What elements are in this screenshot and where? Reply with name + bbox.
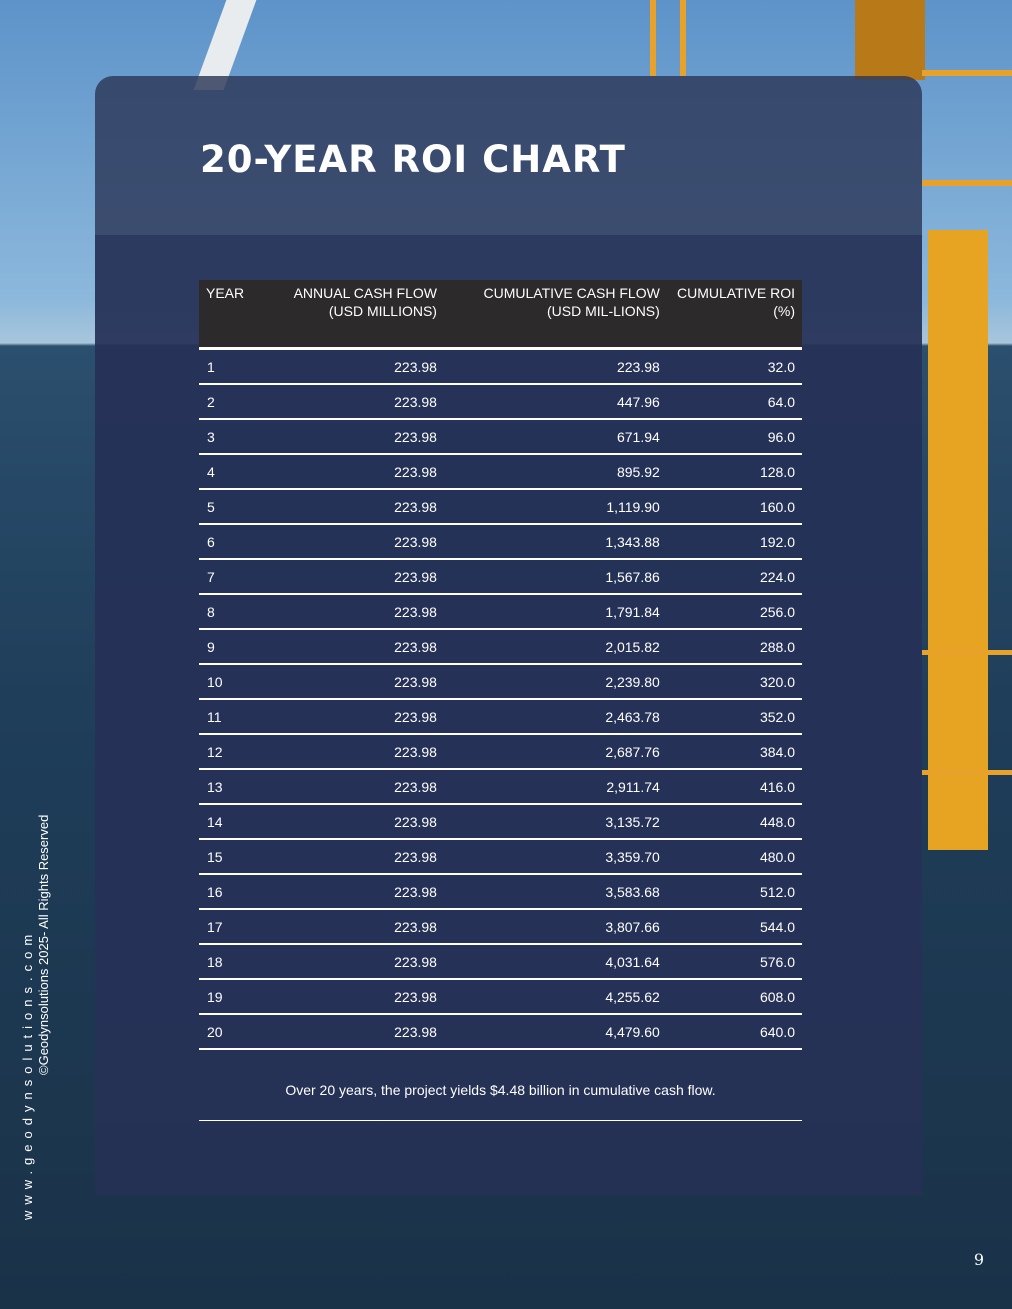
table-cell: 223.98 bbox=[251, 909, 444, 944]
table-cell: 223.98 bbox=[251, 419, 444, 454]
table-cell: 16 bbox=[199, 874, 251, 909]
divider bbox=[199, 1120, 802, 1121]
table-cell: 160.0 bbox=[667, 489, 802, 524]
table-cell: 671.94 bbox=[444, 419, 667, 454]
copyright-text: ©Geodynsolutions 2025- All Rights Reserved bbox=[36, 814, 51, 1075]
table-cell: 544.0 bbox=[667, 909, 802, 944]
table-row bbox=[199, 1014, 802, 1049]
table-row bbox=[199, 734, 802, 769]
table-cell: 223.98 bbox=[251, 524, 444, 559]
table-cell: 384.0 bbox=[667, 734, 802, 769]
table-cell: 223.98 bbox=[251, 734, 444, 769]
ladder bbox=[650, 0, 656, 76]
table-cell: 223.98 bbox=[251, 979, 444, 1014]
table-cell: 352.0 bbox=[667, 699, 802, 734]
table-cell: 223.98 bbox=[251, 489, 444, 524]
table-cell: 3,135.72 bbox=[444, 804, 667, 839]
table-row bbox=[199, 979, 802, 1014]
table-header-row bbox=[199, 280, 802, 349]
table-row bbox=[199, 349, 802, 385]
railing bbox=[922, 770, 1012, 775]
table-cell: 223.98 bbox=[444, 349, 667, 385]
table-cell: 12 bbox=[199, 734, 251, 769]
table-cell: 5 bbox=[199, 489, 251, 524]
table-row bbox=[199, 699, 802, 734]
page-title: 20-YEAR ROI CHART bbox=[200, 138, 626, 181]
table-cell: 223.98 bbox=[251, 664, 444, 699]
table-row bbox=[199, 524, 802, 559]
table-cell: 32.0 bbox=[667, 349, 802, 385]
table-row bbox=[199, 594, 802, 629]
table-cell: 512.0 bbox=[667, 874, 802, 909]
table-row bbox=[199, 629, 802, 664]
railing bbox=[922, 70, 1012, 76]
railing bbox=[922, 180, 1012, 186]
table-cell: 3 bbox=[199, 419, 251, 454]
table-cell: 4,479.60 bbox=[444, 1014, 667, 1049]
table-cell: 2,911.74 bbox=[444, 769, 667, 804]
table-cell: 14 bbox=[199, 804, 251, 839]
table-row bbox=[199, 769, 802, 804]
table-row bbox=[199, 489, 802, 524]
table-cell: 4,031.64 bbox=[444, 944, 667, 979]
table-cell: 224.0 bbox=[667, 559, 802, 594]
table-cell: 640.0 bbox=[667, 1014, 802, 1049]
table-cell: 576.0 bbox=[667, 944, 802, 979]
table-cell: 223.98 bbox=[251, 839, 444, 874]
table-row bbox=[199, 909, 802, 944]
table-cell: 2,463.78 bbox=[444, 699, 667, 734]
column-header: ANNUAL CASH FLOW (USD MILLIONS) bbox=[251, 280, 444, 349]
ladder bbox=[680, 0, 686, 76]
table-cell: 447.96 bbox=[444, 384, 667, 419]
table-row bbox=[199, 559, 802, 594]
table-row bbox=[199, 874, 802, 909]
table-cell: 223.98 bbox=[251, 629, 444, 664]
platform-column bbox=[855, 0, 925, 80]
table-cell: 416.0 bbox=[667, 769, 802, 804]
table-cell: 256.0 bbox=[667, 594, 802, 629]
table-cell: 6 bbox=[199, 524, 251, 559]
table-cell: 17 bbox=[199, 909, 251, 944]
table-row bbox=[199, 384, 802, 419]
table-cell: 223.98 bbox=[251, 559, 444, 594]
table-cell: 223.98 bbox=[251, 769, 444, 804]
table-cell: 1,119.90 bbox=[444, 489, 667, 524]
table-cell: 223.98 bbox=[251, 944, 444, 979]
table-cell: 192.0 bbox=[667, 524, 802, 559]
table-cell: 8 bbox=[199, 594, 251, 629]
table-cell: 13 bbox=[199, 769, 251, 804]
table-cell: 10 bbox=[199, 664, 251, 699]
railing bbox=[922, 650, 1012, 655]
table-cell: 1,791.84 bbox=[444, 594, 667, 629]
column-header: CUMULATIVE ROI (%) bbox=[667, 280, 802, 349]
table-cell: 2 bbox=[199, 384, 251, 419]
table-cell: 2,687.76 bbox=[444, 734, 667, 769]
page-number: 9 bbox=[973, 1250, 984, 1269]
table-cell: 64.0 bbox=[667, 384, 802, 419]
table-row bbox=[199, 944, 802, 979]
column-header: YEAR bbox=[199, 280, 251, 349]
table-cell: 3,583.68 bbox=[444, 874, 667, 909]
table-cell: 1 bbox=[199, 349, 251, 385]
table-cell: 18 bbox=[199, 944, 251, 979]
table-cell: 223.98 bbox=[251, 349, 444, 385]
table-cell: 2,239.80 bbox=[444, 664, 667, 699]
table-row bbox=[199, 839, 802, 874]
table-cell: 11 bbox=[199, 699, 251, 734]
table-row bbox=[199, 664, 802, 699]
table-cell: 128.0 bbox=[667, 454, 802, 489]
table-cell: 4 bbox=[199, 454, 251, 489]
table-cell: 320.0 bbox=[667, 664, 802, 699]
table-cell: 223.98 bbox=[251, 384, 444, 419]
website-text: www.geodynsolutions.com bbox=[20, 928, 35, 1220]
table-cell: 15 bbox=[199, 839, 251, 874]
table-cell: 2,015.82 bbox=[444, 629, 667, 664]
summary-note: Over 20 years, the project yields $4.48 billion in cumulative cash flow. bbox=[285, 1082, 716, 1098]
table-cell: 3,807.66 bbox=[444, 909, 667, 944]
table-cell: 448.0 bbox=[667, 804, 802, 839]
table-cell: 1,343.88 bbox=[444, 524, 667, 559]
column-header: CUMULATIVE CASH FLOW (USD MIL-LIONS) bbox=[444, 280, 667, 349]
table-cell: 19 bbox=[199, 979, 251, 1014]
table-cell: 223.98 bbox=[251, 454, 444, 489]
table-cell: 223.98 bbox=[251, 699, 444, 734]
table-row bbox=[199, 454, 802, 489]
platform-leg bbox=[928, 230, 988, 850]
table-cell: 20 bbox=[199, 1014, 251, 1049]
table-cell: 4,255.62 bbox=[444, 979, 667, 1014]
table-row bbox=[199, 419, 802, 454]
table-row bbox=[199, 804, 802, 839]
table-cell: 96.0 bbox=[667, 419, 802, 454]
table-cell: 223.98 bbox=[251, 874, 444, 909]
table-cell: 223.98 bbox=[251, 804, 444, 839]
table-cell: 9 bbox=[199, 629, 251, 664]
roi-table bbox=[199, 280, 802, 1050]
table-cell: 1,567.86 bbox=[444, 559, 667, 594]
table-cell: 223.98 bbox=[251, 1014, 444, 1049]
table-cell: 895.92 bbox=[444, 454, 667, 489]
table-cell: 608.0 bbox=[667, 979, 802, 1014]
table-cell: 223.98 bbox=[251, 594, 444, 629]
table-cell: 7 bbox=[199, 559, 251, 594]
table-cell: 480.0 bbox=[667, 839, 802, 874]
table-cell: 288.0 bbox=[667, 629, 802, 664]
table-cell: 3,359.70 bbox=[444, 839, 667, 874]
